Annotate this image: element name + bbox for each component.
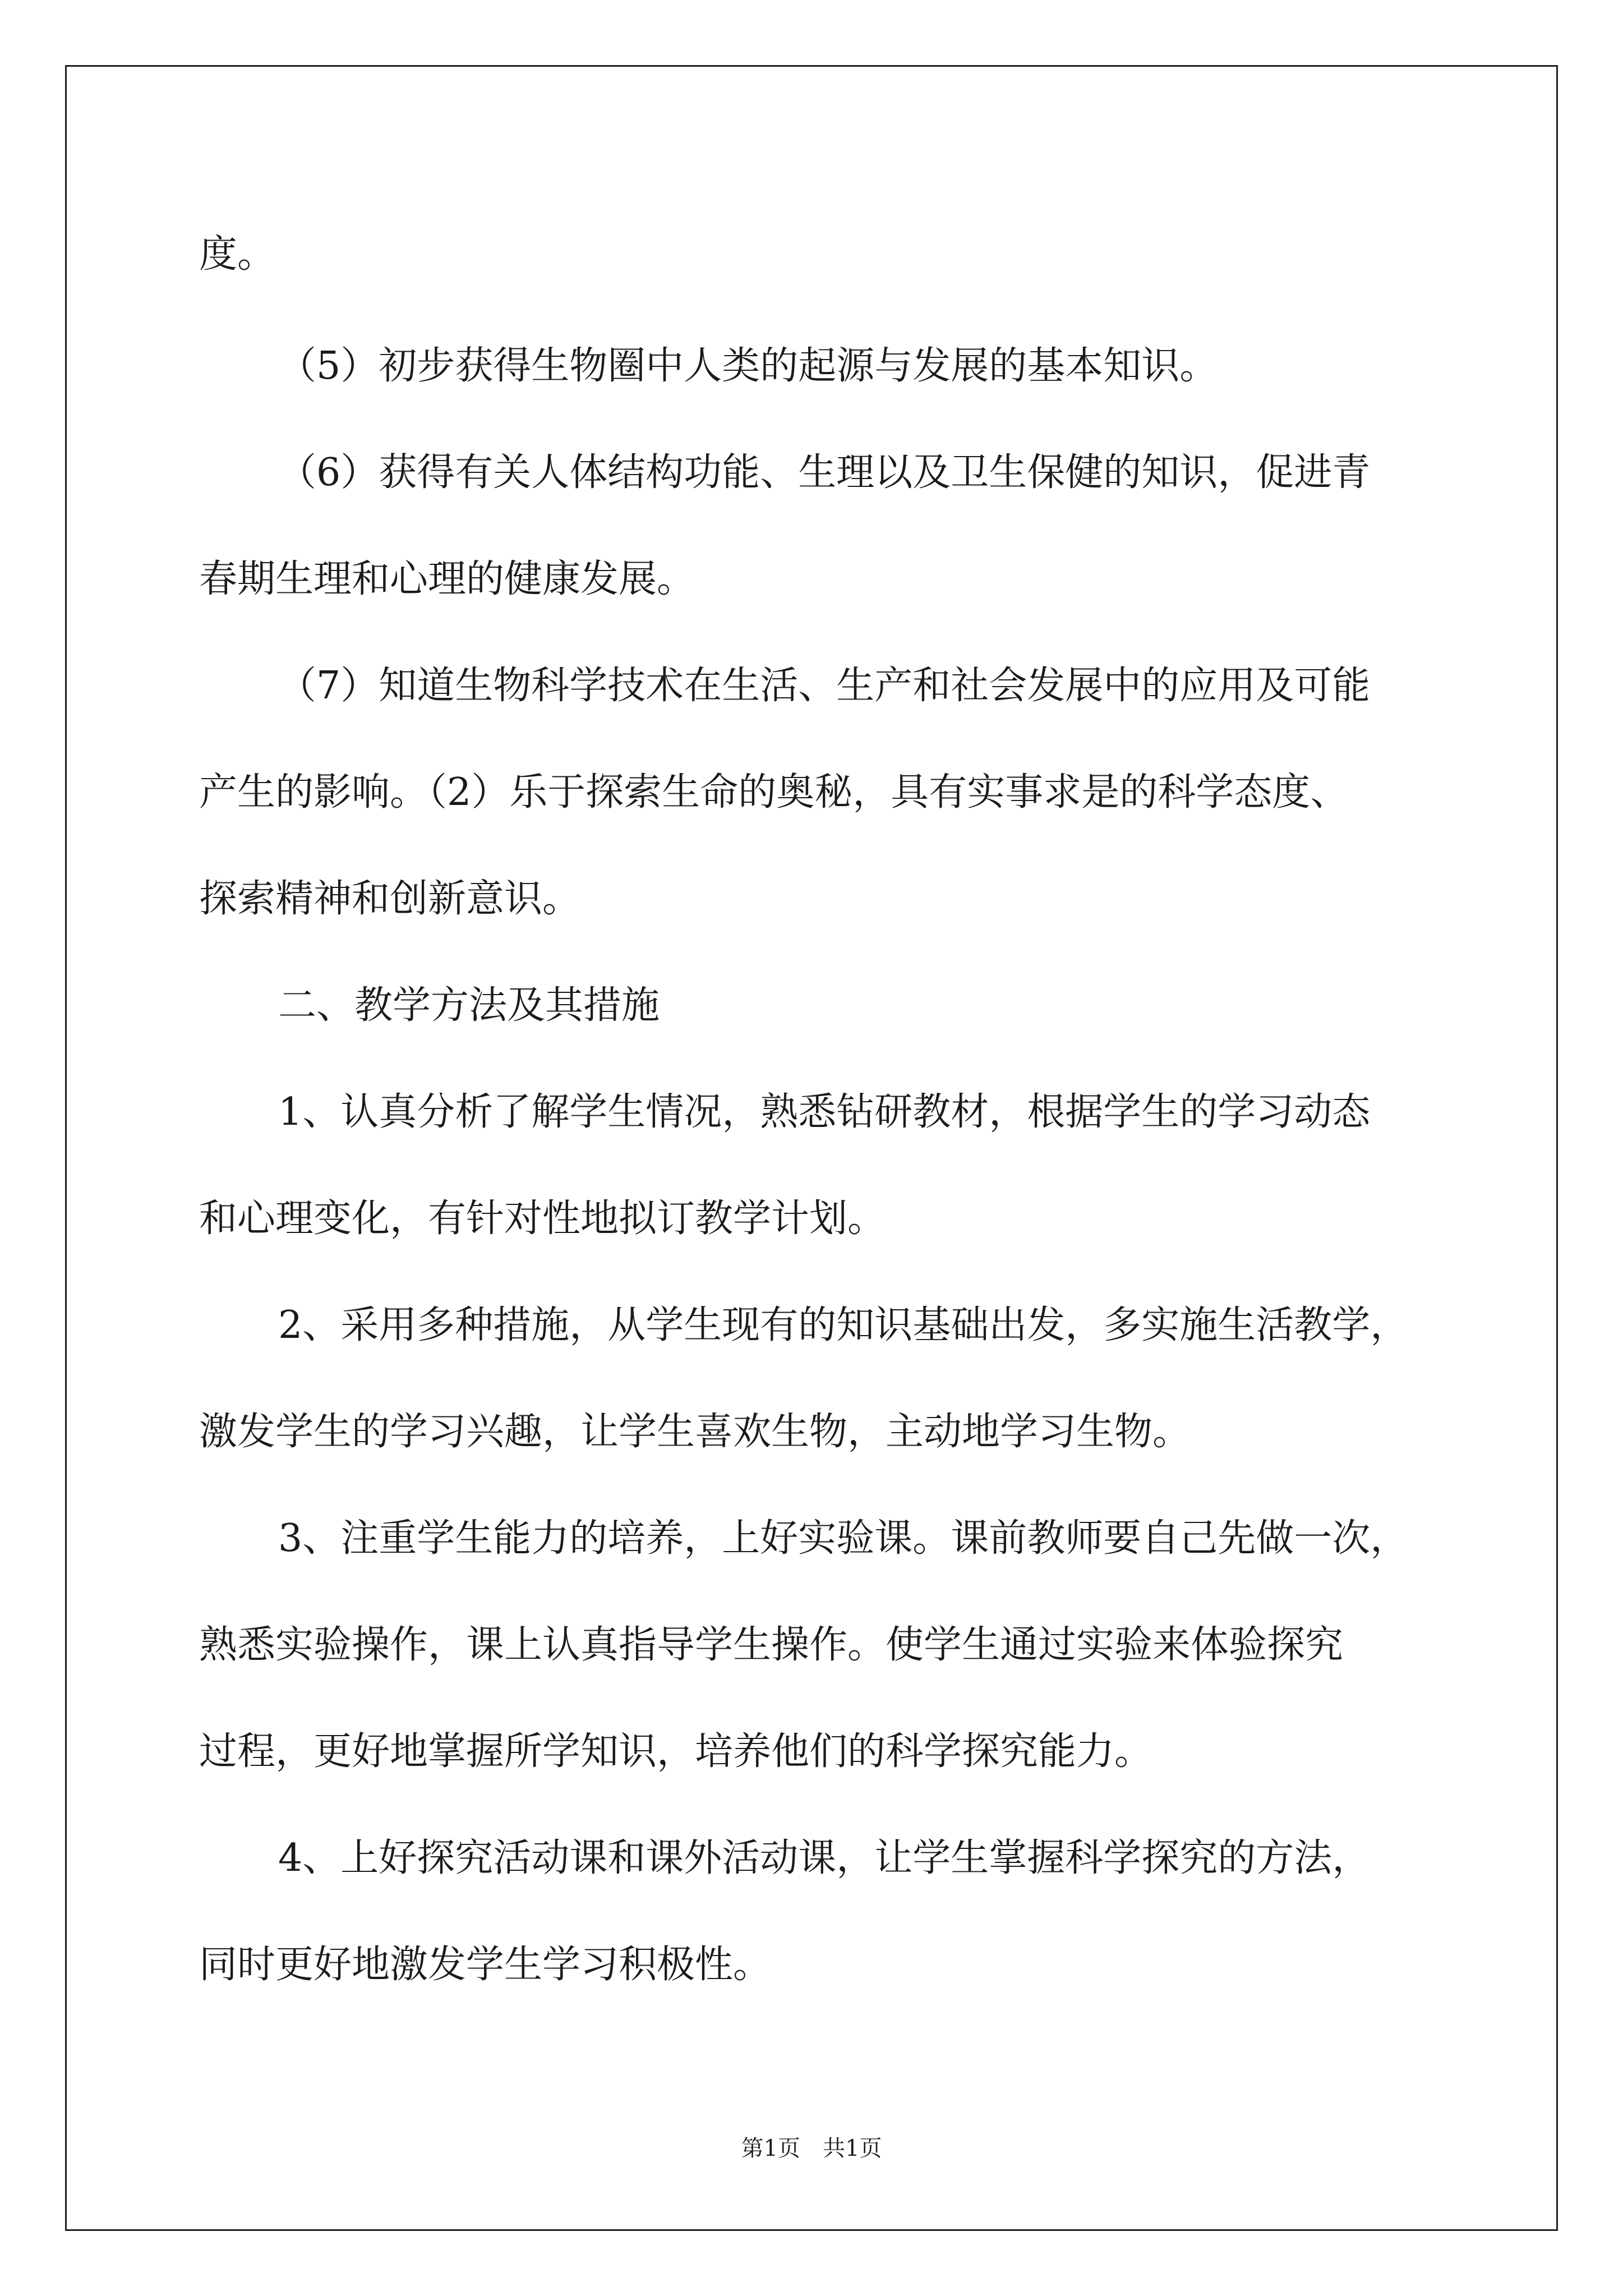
- text-line: （7）知道生物科学技术在生活、生产和社会发展中的应用及可能: [278, 664, 1371, 708]
- text-line: 熟悉实验操作，课上认真指导学生操作。使学生通过实验来体验探究: [199, 1623, 1344, 1667]
- text-line: 4、上好探究活动课和课外活动课，让学生掌握科学探究的方法，: [278, 1836, 1371, 1880]
- section-heading: 二、教学方法及其措施: [278, 983, 660, 1028]
- text-line: （6）获得有关人体结构功能、生理以及卫生保健的知识，促进青: [278, 450, 1371, 495]
- text-line: 1、认真分析了解学生情况，熟悉钻研教材，根据学生的学习动态: [278, 1090, 1371, 1134]
- page-border: [65, 65, 1558, 2231]
- text-line: 3、注重学生能力的培养，上好实验课。课前教师要自己先做一次，: [278, 1516, 1409, 1561]
- text-line: （5）初步获得生物圈中人类的起源与发展的基本知识。: [278, 344, 1218, 388]
- text-line: 2、采用多种措施，从学生现有的知识基础出发，多实施生活教学，: [278, 1303, 1409, 1347]
- text-line: 过程，更好地掌握所学知识，培养他们的科学探究能力。: [199, 1729, 1153, 1774]
- text-line: 度。: [199, 232, 276, 277]
- text-line: 同时更好地激发学生学习积极性。: [199, 1943, 772, 1987]
- text-line: 激发学生的学习兴趣，让学生喜欢生物，主动地学习生物。: [199, 1410, 1191, 1454]
- text-line: 春期生理和心理的健康发展。: [199, 557, 695, 601]
- page-footer: [0, 2137, 1623, 2160]
- text-line: 探索精神和创新意识。: [199, 877, 581, 921]
- text-line: 和心理变化，有针对性地拟订教学计划。: [199, 1197, 886, 1241]
- text-line: 产生的影响。（2）乐于探索生命的奥秘，具有实事求是的科学态度、: [199, 770, 1349, 815]
- page-number-current: 第1页: [741, 2136, 800, 2161]
- page-number-total: 共1页: [823, 2136, 882, 2161]
